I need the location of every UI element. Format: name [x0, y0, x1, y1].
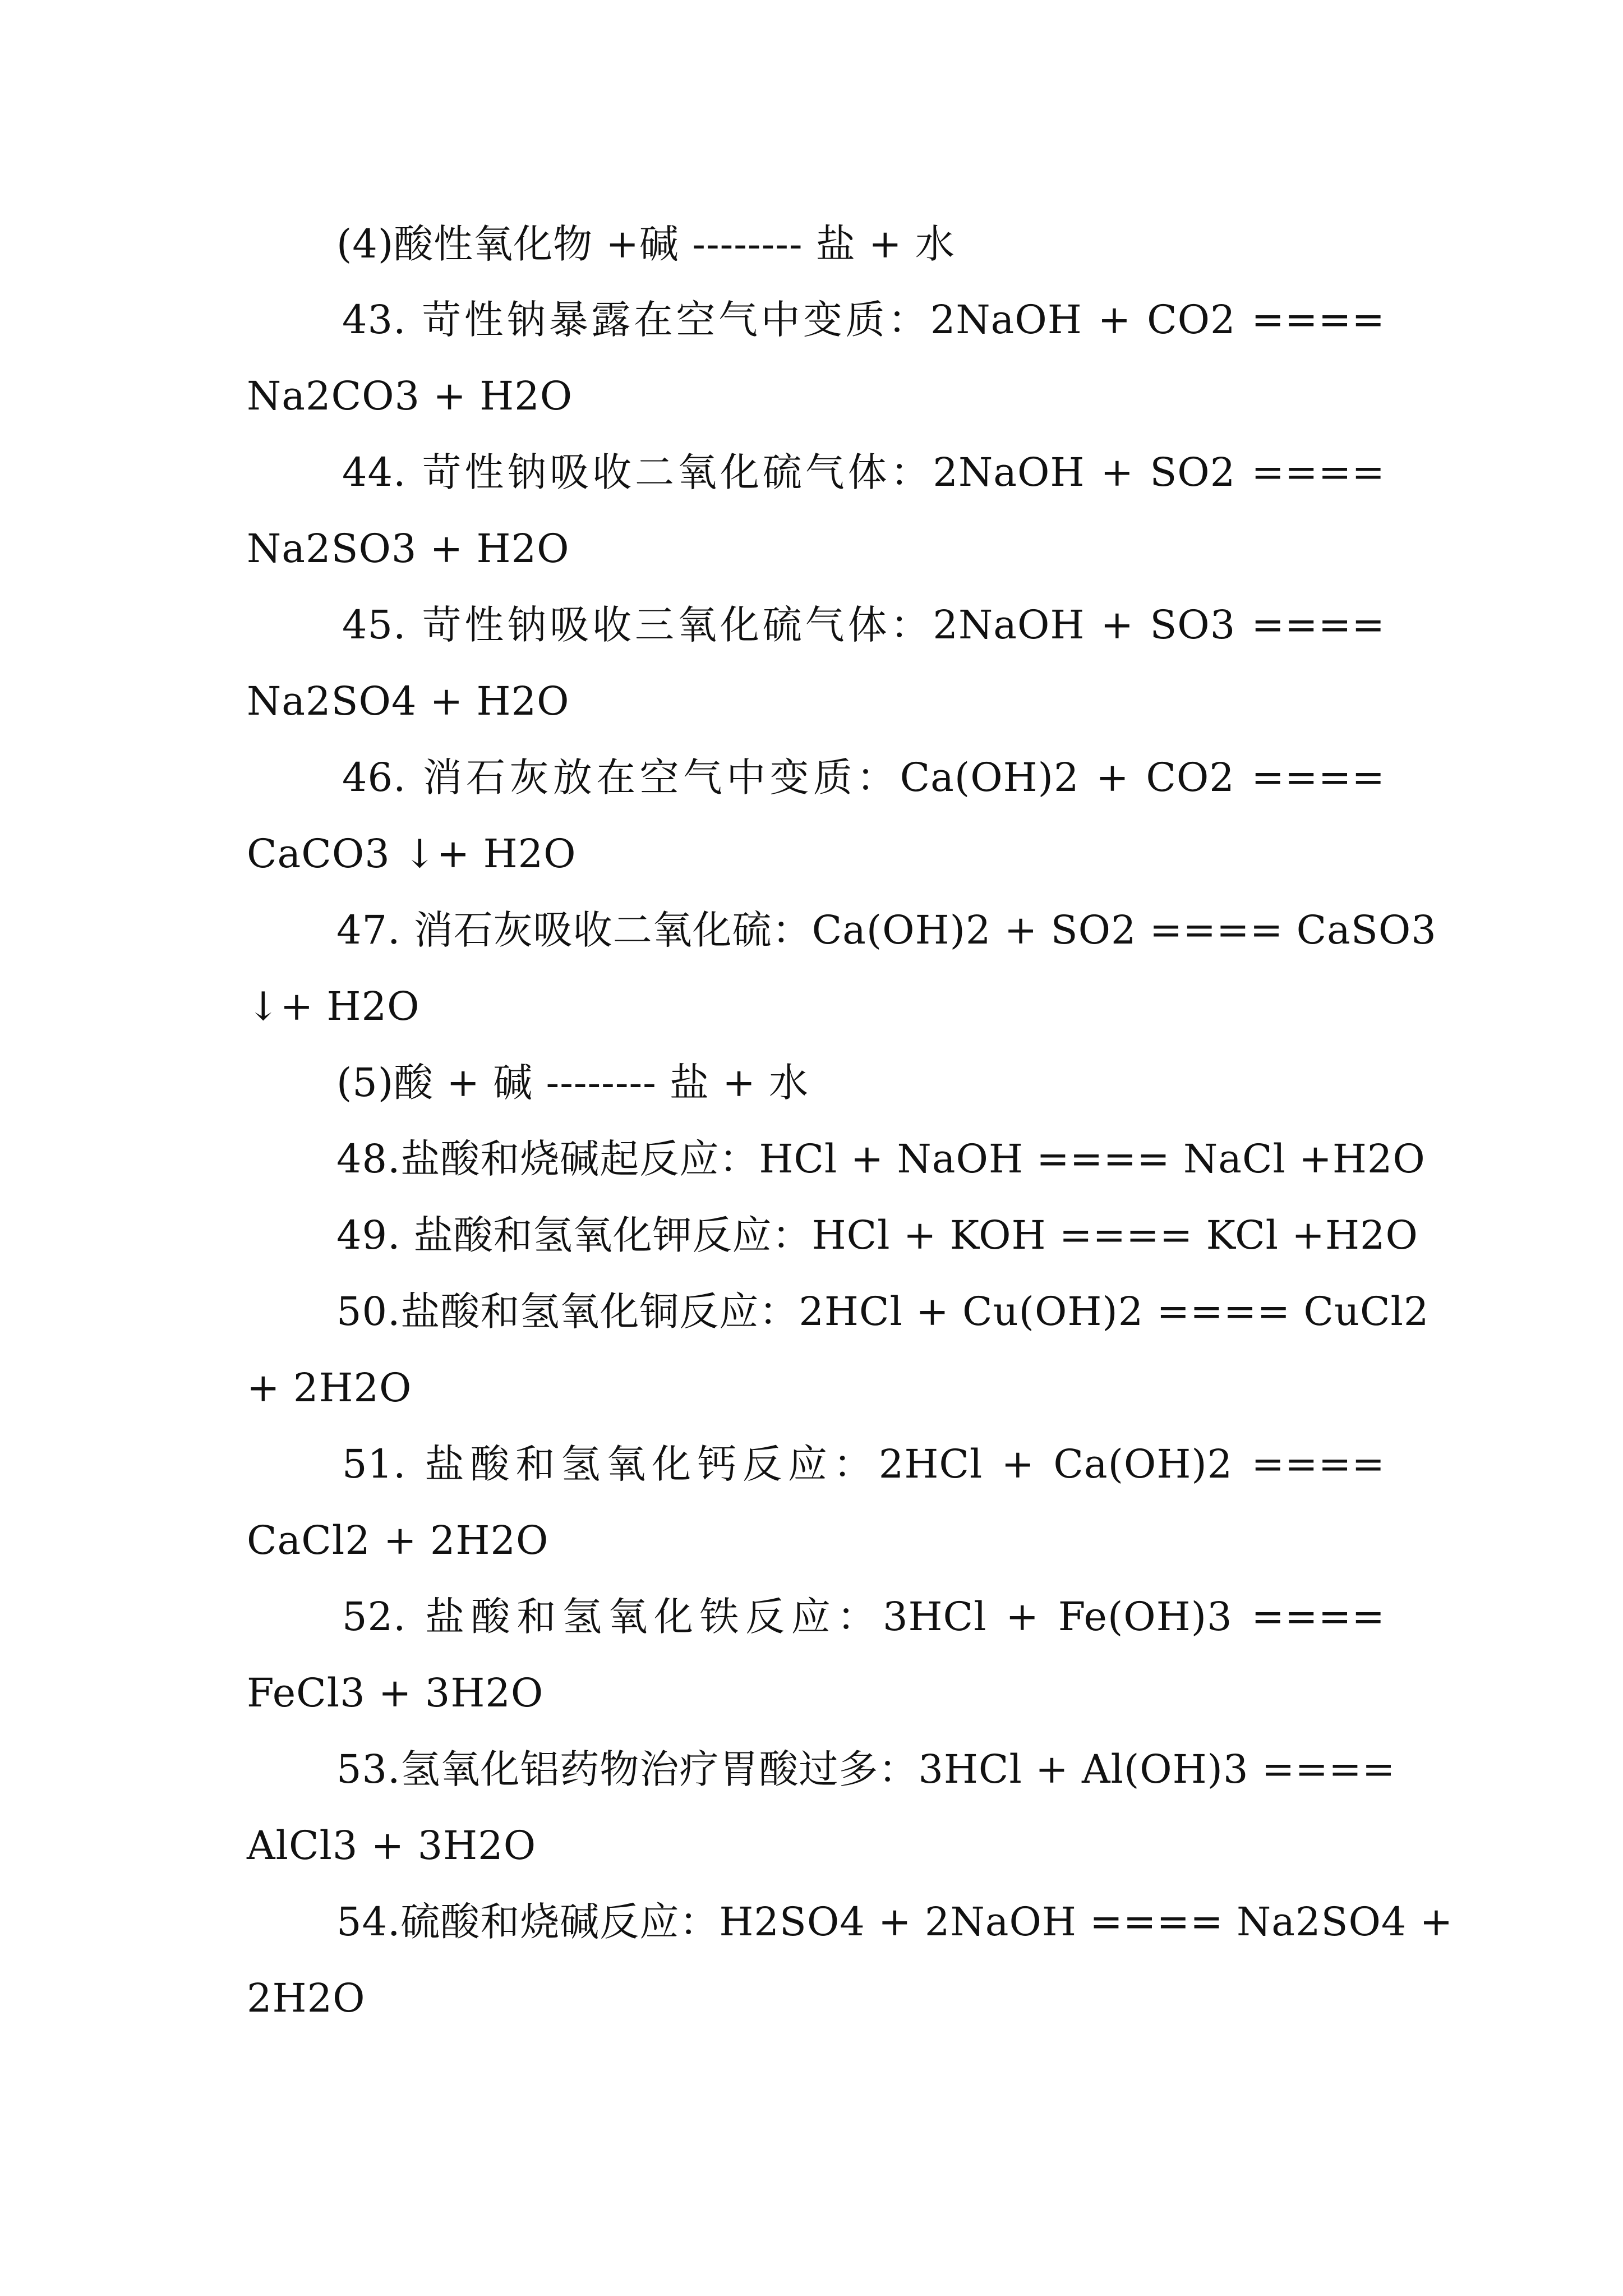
equation-50-line-2: + 2H2O — [247, 1365, 412, 1411]
equation-52-line-2: FeCl3 + 3H2O — [247, 1670, 544, 1716]
equation-51-line-1: 51. 盐酸和氢氧化钙反应：2HCl + Ca(OH)2 ==== — [342, 1441, 1385, 1487]
equation-50-line-1: 50.盐酸和氢氧化铜反应：2HCl + Cu(OH)2 ==== CuCl2 — [336, 1289, 1430, 1335]
equation-53-line-2: AlCl3 + 3H2O — [247, 1823, 537, 1869]
equation-54-line-2: 2H2O — [247, 1975, 366, 2021]
equation-53-line-1: 53.氢氧化铝药物治疗胃酸过多：3HCl + Al(OH)3 ==== — [336, 1746, 1396, 1792]
equation-44-line-2: Na2SO3 + H2O — [247, 526, 570, 572]
equation-44-line-1: 44. 苛性钠吸收二氧化硫气体：2NaOH + SO2 ==== — [342, 449, 1385, 495]
section-heading-5: (5)酸 + 碱 -------- 盐 + 水 — [336, 1060, 809, 1106]
equation-47-line-1: 47. 消石灰吸收二氧化硫：Ca(OH)2 + SO2 ==== CaSO3 — [336, 907, 1437, 953]
equation-54-line-1: 54.硫酸和烧碱反应：H2SO4 + 2NaOH ==== Na2SO4 + — [336, 1899, 1454, 1945]
equation-48: 48.盐酸和烧碱起反应：HCl + NaOH ==== NaCl +H2O — [336, 1136, 1426, 1182]
equation-45-line-2: Na2SO4 + H2O — [247, 678, 570, 724]
equation-45-line-1: 45. 苛性钠吸收三氧化硫气体：2NaOH + SO3 ==== — [342, 602, 1385, 648]
equation-43-line-1: 43. 苛性钠暴露在空气中变质：2NaOH + CO2 ==== — [342, 297, 1385, 343]
equation-51-line-2: CaCl2 + 2H2O — [247, 1517, 549, 1563]
equation-46-line-1: 46. 消石灰放在空气中变质：Ca(OH)2 + CO2 ==== — [342, 754, 1385, 800]
equation-46-line-2: CaCO3 ↓+ H2O — [247, 831, 577, 877]
equation-43-line-2: Na2CO3 + H2O — [247, 373, 573, 419]
section-heading-4: (4)酸性氧化物 +碱 -------- 盐 + 水 — [336, 221, 955, 267]
equation-47-line-2: ↓+ H2O — [247, 983, 420, 1029]
equation-52-line-1: 52. 盐酸和氢氧化铁反应：3HCl + Fe(OH)3 ==== — [342, 1594, 1385, 1640]
equation-49: 49. 盐酸和氢氧化钾反应：HCl + KOH ==== KCl +H2O — [336, 1212, 1418, 1258]
